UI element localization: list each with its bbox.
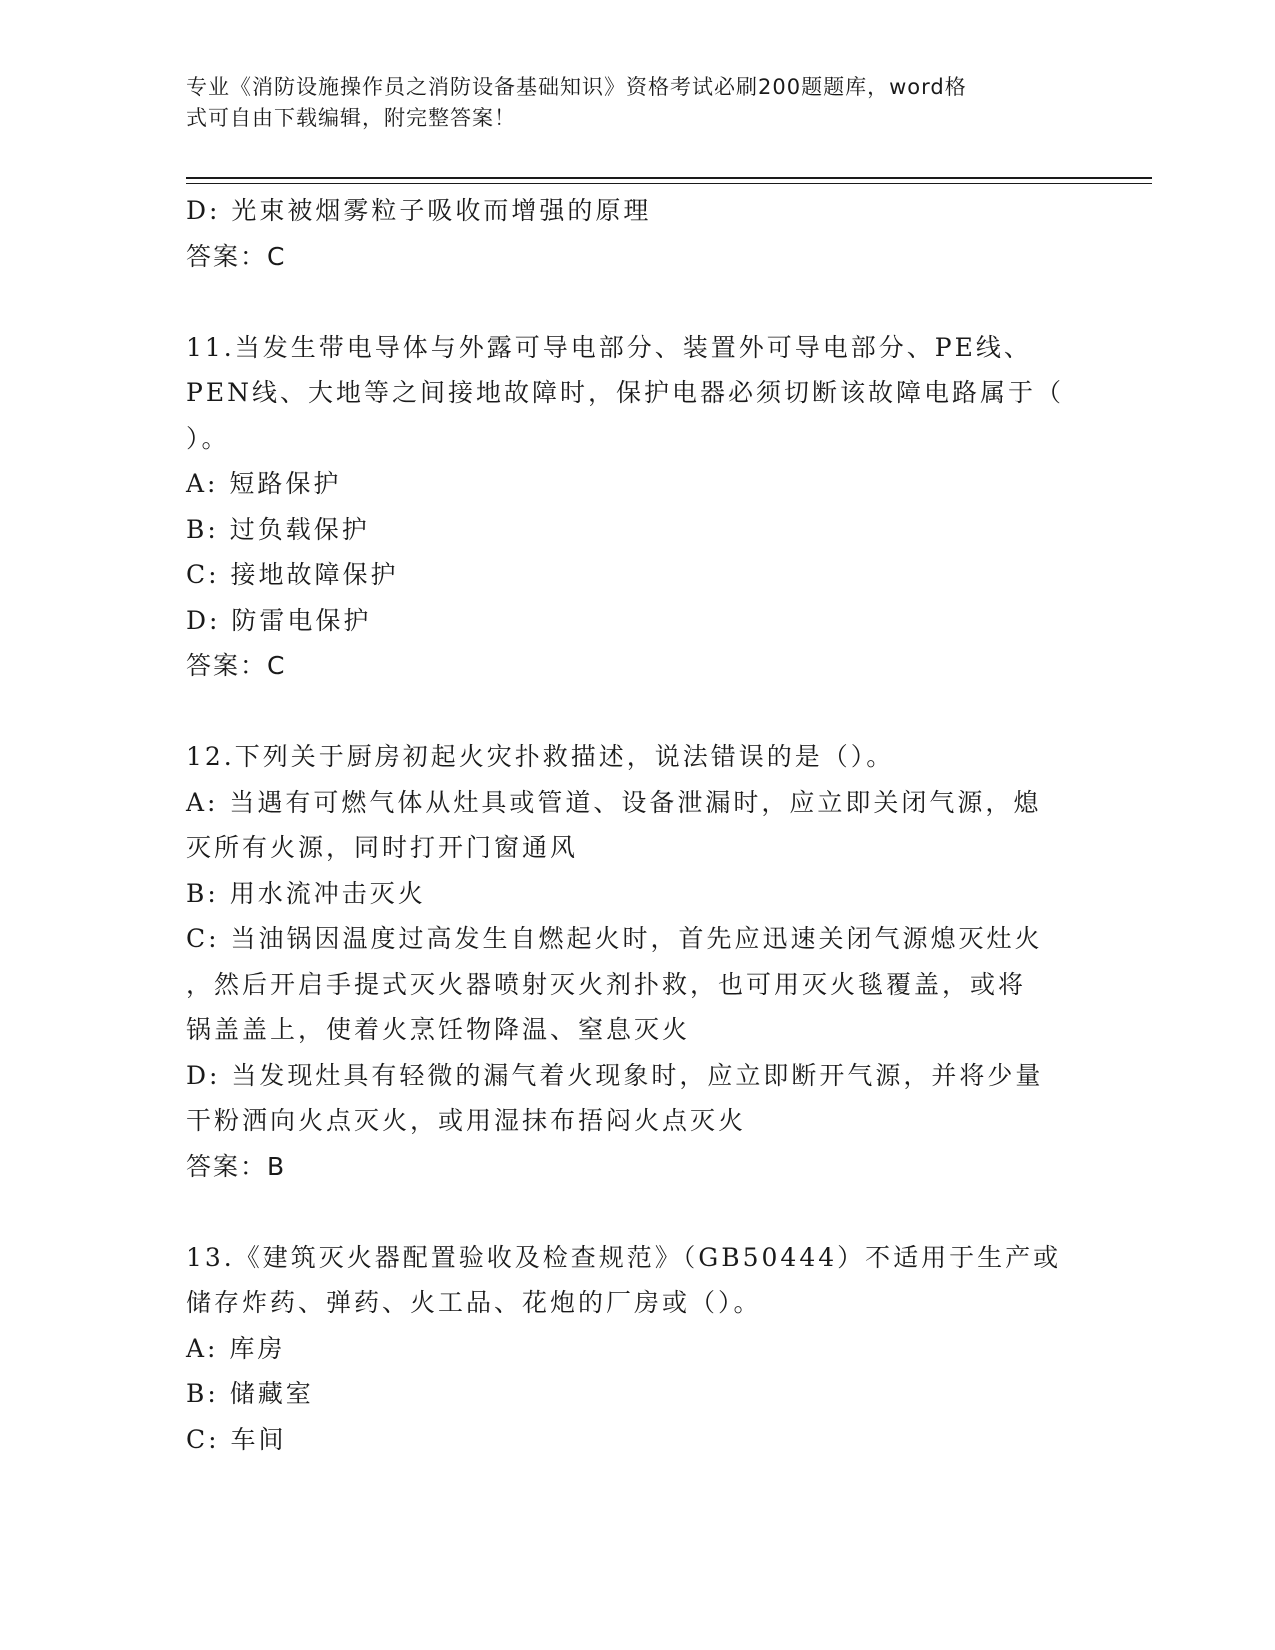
spacer — [186, 689, 1086, 735]
option-b: B: 用水流冲击灭火 — [186, 878, 426, 908]
option-c-continued: 锅盖盖上，使着火烹饪物降温、窒息灭火 — [186, 1015, 691, 1044]
question-stem-line: PEN线、大地等之间接地故障时，保护电器必须切断该故障电路属于（ — [186, 378, 1064, 407]
spacer — [186, 279, 1086, 325]
question-list — [186, 188, 1086, 1462]
question-12 — [186, 734, 1086, 1189]
option-c: C: 接地故障保护 — [186, 560, 399, 589]
option-d: D: 光束被烟雾粒子吸收而增强的原理 — [186, 196, 652, 225]
question-stem-line: ）。 — [186, 423, 230, 453]
option-d: D: 当发现灶具有轻微的漏气着火现象时，应立即断开气源，并将少量 — [186, 1060, 1044, 1090]
answer-label: 答案：B — [186, 1151, 287, 1181]
option-c: C: 当油锅因温度过高发生自燃起火时，首先应迅速关闭气源熄灭灶火 — [186, 924, 1043, 953]
header-divider-thin — [186, 183, 1152, 184]
question-10-tail — [186, 188, 1086, 279]
header-title-line-1: 专业《消防设施操作员之消防设备基础知识》资格考试必刷200题题库，word格 — [186, 75, 967, 99]
question-stem-line: 11.当发生带电导体与外露可导电部分、装置外可导电部分、PE线、 — [186, 332, 1032, 362]
spacer — [186, 1189, 1086, 1235]
option-a: A: 当遇有可燃气体从灶具或管道、设备泄漏时，应立即关闭气源，熄 — [186, 787, 1042, 817]
question-13 — [186, 1235, 1086, 1463]
option-b: B: 过负载保护 — [186, 514, 370, 544]
question-stem-line: 13.《建筑灭火器配置验收及检查规范》（GB50444）不适用于生产或 — [186, 1242, 1062, 1272]
header-divider — [186, 177, 1152, 179]
option-a-continued: 灭所有火源，同时打开门窗通风 — [186, 833, 579, 862]
option-d: D: 防雷电保护 — [186, 605, 372, 635]
question-11 — [186, 325, 1086, 689]
question-stem-line: 12.下列关于厨房初起火灾扑救描述，说法错误的是（）。 — [186, 742, 895, 771]
option-c-continued: ，然后开启手提式灭火器喷射灭火剂扑救，也可用灭火毯覆盖，或将 — [186, 969, 1027, 999]
answer-label: 答案：C — [186, 241, 287, 271]
option-d-continued: 干粉洒向火点灭火，或用湿抹布捂闷火点灭火 — [186, 1106, 747, 1135]
document-header — [186, 72, 1066, 134]
question-stem-line: 储存炸药、弹药、火工品、花炮的厂房或（）。 — [186, 1288, 762, 1317]
option-b: B: 储藏室 — [186, 1379, 314, 1408]
option-a: A: 库房 — [186, 1333, 286, 1363]
option-c: C: 车间 — [186, 1424, 287, 1454]
option-a: A: 短路保护 — [186, 469, 342, 498]
header-title-line-2: 式可自由下载编辑，附完整答案！ — [186, 106, 516, 130]
answer-label: 答案：C — [186, 651, 287, 680]
